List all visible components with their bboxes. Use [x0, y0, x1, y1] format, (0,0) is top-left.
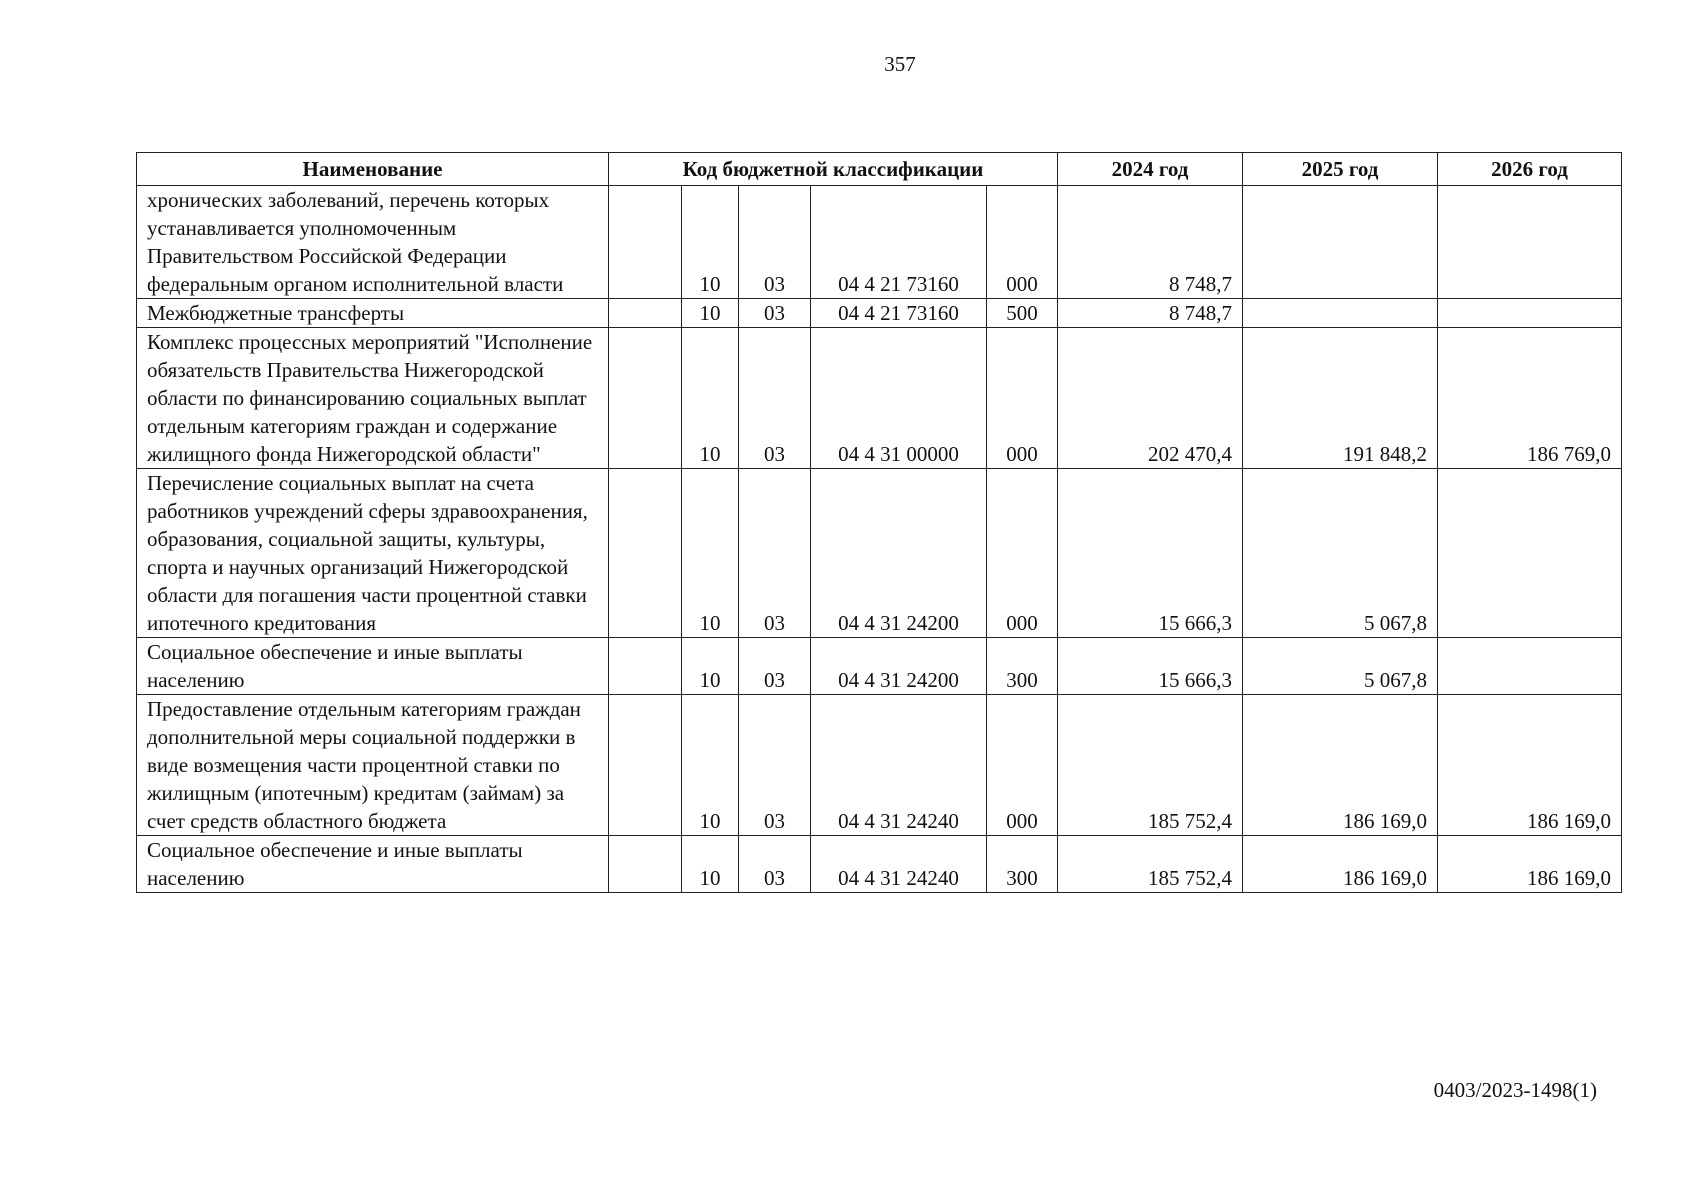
row-article: 04 4 31 24240: [811, 695, 987, 836]
row-gap-cell: [609, 328, 682, 469]
row-2026: [1438, 638, 1622, 695]
row-2025: 5 067,8: [1243, 638, 1438, 695]
row-name: Социальное обеспечение и иные выплаты населению: [137, 638, 609, 695]
row-2026: 186 169,0: [1438, 836, 1622, 893]
table-row: [137, 638, 1622, 695]
row-article: 04 4 31 00000: [811, 328, 987, 469]
table-row: [137, 328, 1622, 469]
row-name: хронических заболеваний, перечень которых устанавливается уполномоченным Правительством Российской Федерации федеральным органом исполнительной власти: [137, 186, 609, 299]
row-article: 04 4 31 24200: [811, 469, 987, 638]
row-2026: [1438, 299, 1622, 328]
row-name: Перечисление социальных выплат на счета работников учреждений сферы здравоохранения, образования, социальной защиты, культуры, спорта и научных организаций Нижегородской области для погашения части процентной ставки ипотечного кредитования: [137, 469, 609, 638]
row-2024: 15 666,3: [1058, 638, 1243, 695]
row-subsection: 03: [739, 299, 811, 328]
document-code: 0403/2023-1498(1): [1433, 1078, 1597, 1102]
row-article: 04 4 21 73160: [811, 186, 987, 299]
row-2025: 186 169,0: [1243, 695, 1438, 836]
row-article: 04 4 31 24240: [811, 836, 987, 893]
row-2024: 185 752,4: [1058, 836, 1243, 893]
row-gap-cell: [609, 695, 682, 836]
row-article: 04 4 21 73160: [811, 299, 987, 328]
table-row: [137, 469, 1622, 638]
row-gap-cell: [609, 836, 682, 893]
row-gap-cell: [609, 186, 682, 299]
row-2024: 15 666,3: [1058, 469, 1243, 638]
row-subsection: 03: [739, 695, 811, 836]
row-subsection: 03: [739, 638, 811, 695]
row-2026: [1438, 186, 1622, 299]
row-name: Межбюджетные трансферты: [137, 299, 609, 328]
row-subsection: 03: [739, 836, 811, 893]
row-2026: 186 769,0: [1438, 328, 1622, 469]
row-2025: 186 169,0: [1243, 836, 1438, 893]
row-vr: 300: [987, 836, 1058, 893]
row-2026: [1438, 469, 1622, 638]
row-gap-cell: [609, 299, 682, 328]
row-2024: 8 748,7: [1058, 299, 1243, 328]
row-vr: 000: [987, 186, 1058, 299]
row-vr: 000: [987, 695, 1058, 836]
row-section: 10: [682, 328, 739, 469]
header-2026: 2026 год: [1438, 153, 1622, 186]
row-section: 10: [682, 836, 739, 893]
row-section: 10: [682, 469, 739, 638]
row-section: 10: [682, 186, 739, 299]
row-subsection: 03: [739, 469, 811, 638]
row-2024: 8 748,7: [1058, 186, 1243, 299]
table-header-row: [137, 153, 1622, 186]
row-2025: [1243, 299, 1438, 328]
row-gap-cell: [609, 638, 682, 695]
row-2024: 185 752,4: [1058, 695, 1243, 836]
row-name: Социальное обеспечение и иные выплаты населению: [137, 836, 609, 893]
header-2025: 2025 год: [1243, 153, 1438, 186]
table-body: [137, 186, 1622, 893]
row-section: 10: [682, 638, 739, 695]
row-subsection: 03: [739, 186, 811, 299]
row-gap-cell: [609, 469, 682, 638]
row-2025: 191 848,2: [1243, 328, 1438, 469]
row-vr: 000: [987, 469, 1058, 638]
row-2026: 186 169,0: [1438, 695, 1622, 836]
table-row: [137, 695, 1622, 836]
row-vr: 500: [987, 299, 1058, 328]
row-article: 04 4 31 24200: [811, 638, 987, 695]
row-subsection: 03: [739, 328, 811, 469]
header-name: Наименование: [137, 153, 609, 186]
row-name: Комплекс процессных мероприятий "Исполнение обязательств Правительства Нижегородской области по финансированию социальных выплат отдельным категориям граждан и содержание жилищного фонда Нижегородской области": [137, 328, 609, 469]
table-row: [137, 299, 1622, 328]
table-row: [137, 836, 1622, 893]
row-2025: [1243, 186, 1438, 299]
page-number: 357: [884, 52, 916, 76]
budget-table: [136, 152, 1622, 893]
row-section: 10: [682, 299, 739, 328]
header-2024: 2024 год: [1058, 153, 1243, 186]
row-2025: 5 067,8: [1243, 469, 1438, 638]
row-2024: 202 470,4: [1058, 328, 1243, 469]
row-vr: 000: [987, 328, 1058, 469]
table-row: [137, 186, 1622, 299]
header-code: Код бюджетной классификации: [609, 153, 1058, 186]
row-vr: 300: [987, 638, 1058, 695]
row-name: Предоставление отдельным категориям граждан дополнительной меры социальной поддержки в виде возмещения части процентной ставки по жилищным (ипотечным) кредитам (займам) за счет средств областного бюджета: [137, 695, 609, 836]
row-section: 10: [682, 695, 739, 836]
